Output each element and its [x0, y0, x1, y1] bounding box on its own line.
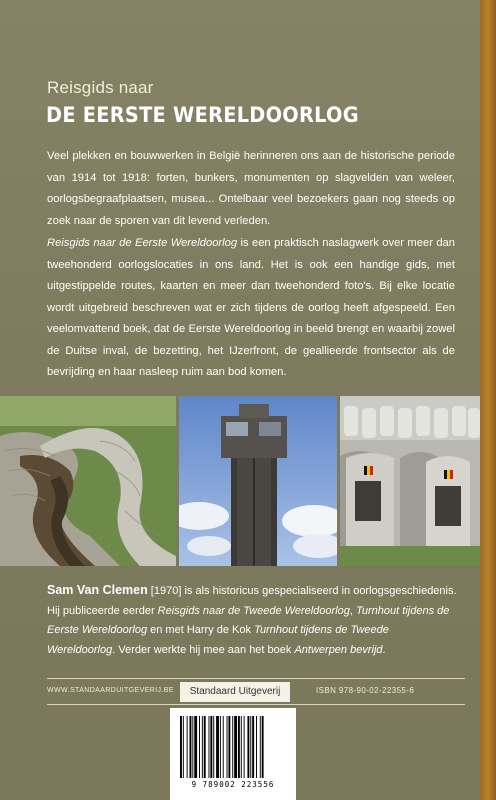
barcode-digits: 9 789002 223556	[191, 780, 275, 789]
war-graves-photo	[340, 396, 480, 566]
description-paragraph-1: Veel plekken en bouwwerken in België herinneren ons aan de historische periode van 1914 tot 1918: forten, bunkers, monumenten op slagvelden van weleer, oorlogsbegraafplaatsen, musea... Ontelbaar veel bezoekers gaan nog steeds op zoek naar de sporen van dit levend verleden.	[47, 150, 455, 227]
barcode-bar	[247, 716, 249, 778]
barcode-bar	[216, 716, 219, 778]
barcode-bar	[232, 716, 233, 778]
barcode-bar	[234, 716, 237, 778]
barcode-bar	[262, 716, 264, 778]
memorial-tower-photo	[179, 396, 337, 566]
barcode-bar	[190, 716, 192, 778]
barcode-bar	[238, 716, 240, 778]
barcode-bar	[192, 716, 193, 778]
publisher-website: WWW.STANDAARDUITGEVERIJ.BE	[47, 687, 174, 694]
book-title-inline: Reisgids naar de Eerste Wereldoorlog	[47, 237, 238, 249]
barcode-bar	[194, 716, 197, 778]
cover-subtitle: Reisgids naar	[47, 78, 154, 97]
barcode-bar	[227, 716, 228, 778]
barcode-bar	[210, 716, 212, 778]
barcode	[170, 708, 296, 800]
barcode-bar	[223, 716, 224, 778]
author-text-2: en met Harry de Kok	[147, 624, 255, 636]
barcode-bar	[213, 716, 214, 778]
barcode-bar	[187, 716, 188, 778]
barcode-bar	[204, 716, 206, 778]
barcode-bar	[241, 716, 242, 778]
author-book-4: Antwerpen bevrijd	[294, 643, 383, 656]
barcode-bar	[199, 716, 200, 778]
barcode-bar	[228, 716, 230, 778]
barcode-bar	[220, 716, 221, 778]
barcode-bar	[209, 716, 210, 778]
photo-strip	[0, 396, 480, 566]
barcode-bars	[180, 716, 286, 778]
barcode-bar	[256, 716, 257, 778]
footer-divider-bottom	[47, 704, 465, 705]
author-book-2: Turnhout tijdens de Eerste Wereldoorlog	[47, 604, 450, 636]
barcode-bar	[202, 716, 203, 778]
footer-divider-top	[47, 678, 465, 679]
author-text-3: . Verder werkte hij mee aan het boek	[112, 643, 295, 656]
author-name: Sam Van Clemen	[47, 583, 148, 597]
author-sep-1: ,	[349, 604, 356, 617]
barcode-bar	[244, 716, 245, 778]
barcode-bar	[183, 716, 184, 778]
author-book-1: Reisgids naar de Tweede Wereldoorlog	[157, 604, 350, 617]
description-paragraph-2-text: is een praktisch naslagwerk over meer dan tweehonderd oorlogslocaties in ons land. Het is ook een handige gids, met uitgestippelde routes, kaarten en meer dan tweehonderd foto's. Bij elke locatie wordt uitgebreid beschreven wat er zich tijdens de oorlog heeft afgespeeld. Een veelomvattend boek, dat de Eerste Wereldoorlog in beeld brengt en waarbij zowel de Duitse inval, de bezetting, het IJzerfront, de geallieerde frontsector als de bevrijding en haar nasleep ruim aan bod komen.	[47, 237, 456, 378]
author-text-4: .	[382, 643, 386, 656]
description-paragraph-2	[47, 233, 455, 384]
barcode-bar	[250, 716, 251, 778]
trench-photo	[0, 396, 176, 566]
barcode-bar	[252, 716, 254, 778]
cover-title: DE EERSTE WERELDOORLOG	[46, 103, 359, 127]
spine-edge	[480, 0, 496, 800]
barcode-bar	[180, 716, 182, 778]
author-years: [1970]	[147, 585, 185, 597]
author-bio	[47, 581, 459, 660]
isbn: ISBN 978-90-02-22355-6	[316, 686, 415, 695]
barcode-bar	[260, 716, 261, 778]
publisher-logo: Standaard Uitgeverij	[180, 682, 290, 702]
author-book-3: Turnhout tijdens de Tweede Wereldoorlog	[47, 624, 389, 656]
author-text-1: is als historicus gespecialiseerd in oorlogsgeschiedenis. Hij publiceerde eerder	[47, 585, 457, 617]
